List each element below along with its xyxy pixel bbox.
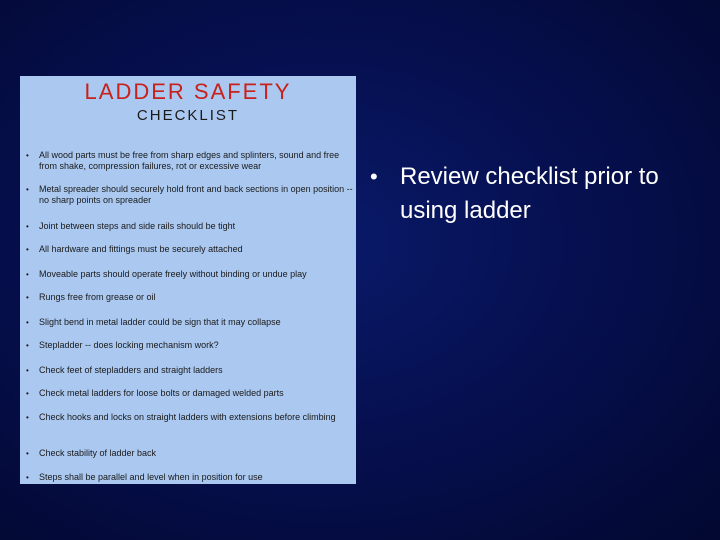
checklist-item — [26, 448, 354, 459]
checklist-item — [26, 412, 354, 423]
checklist-item — [26, 244, 354, 255]
checklist-item — [26, 365, 354, 376]
ladder-safety-checklist-image — [20, 76, 356, 484]
checklist-item-text: Check hooks and locks on straight ladders with extensions before climbing — [39, 412, 336, 422]
bullet-icon: • — [26, 222, 29, 231]
checklist-item-text: All hardware and fittings must be securely attached — [39, 244, 243, 254]
checklist-item — [26, 472, 354, 483]
bullet-icon: • — [26, 318, 29, 327]
checklist-item — [26, 388, 354, 399]
bullet-icon: • — [370, 164, 378, 189]
bullet-icon: • — [26, 341, 29, 350]
checklist-item-text: Steps shall be parallel and level when in position for use — [39, 472, 263, 482]
checklist-item-text: Check feet of stepladders and straight ladders — [39, 365, 223, 375]
bullet-icon: • — [26, 473, 29, 482]
checklist-item-text: Slight bend in metal ladder could be sign that it may collapse — [39, 317, 281, 327]
slide-bullet-list — [366, 160, 686, 228]
checklist-item-text: Stepladder -- does locking mechanism work? — [39, 340, 219, 350]
checklist-item-text: All wood parts must be free from sharp edges and splinters, sound and free from shake, compression failures, rot or excessive wear — [39, 150, 340, 171]
slide-bullet — [366, 160, 686, 228]
bullet-icon: • — [26, 293, 29, 302]
bullet-icon: • — [26, 389, 29, 398]
checklist-item — [26, 184, 354, 206]
bullet-icon: • — [26, 413, 29, 422]
checklist-title: LADDER SAFETY — [84, 79, 292, 104]
checklist-item — [26, 292, 354, 303]
slide-bullet-text: Review checklist prior to using ladder — [400, 163, 659, 224]
checklist-items — [20, 76, 356, 484]
checklist-item-text: Metal spreader should securely hold front and back sections in open position -- no sharp points on spreader — [39, 184, 353, 205]
checklist-item — [26, 269, 354, 280]
checklist-item — [26, 340, 354, 351]
bullet-icon: • — [26, 185, 29, 194]
checklist-item-text: Rungs free from grease or oil — [39, 292, 156, 302]
checklist-subtitle: CHECKLIST — [136, 107, 240, 124]
checklist-item — [26, 317, 354, 328]
bullet-icon: • — [26, 366, 29, 375]
checklist-item-text: Moveable parts should operate freely without binding or undue play — [39, 269, 307, 279]
checklist-item-text: Joint between steps and side rails should be tight — [39, 221, 236, 231]
bullet-icon: • — [26, 449, 29, 458]
checklist-item — [26, 150, 354, 172]
bullet-icon: • — [26, 151, 29, 160]
bullet-icon: • — [26, 245, 29, 254]
checklist-item — [26, 221, 354, 232]
checklist-item-text: Check metal ladders for loose bolts or damaged welded parts — [39, 388, 284, 398]
bullet-icon: • — [26, 270, 29, 279]
checklist-item-text: Check stability of ladder back — [39, 448, 157, 458]
